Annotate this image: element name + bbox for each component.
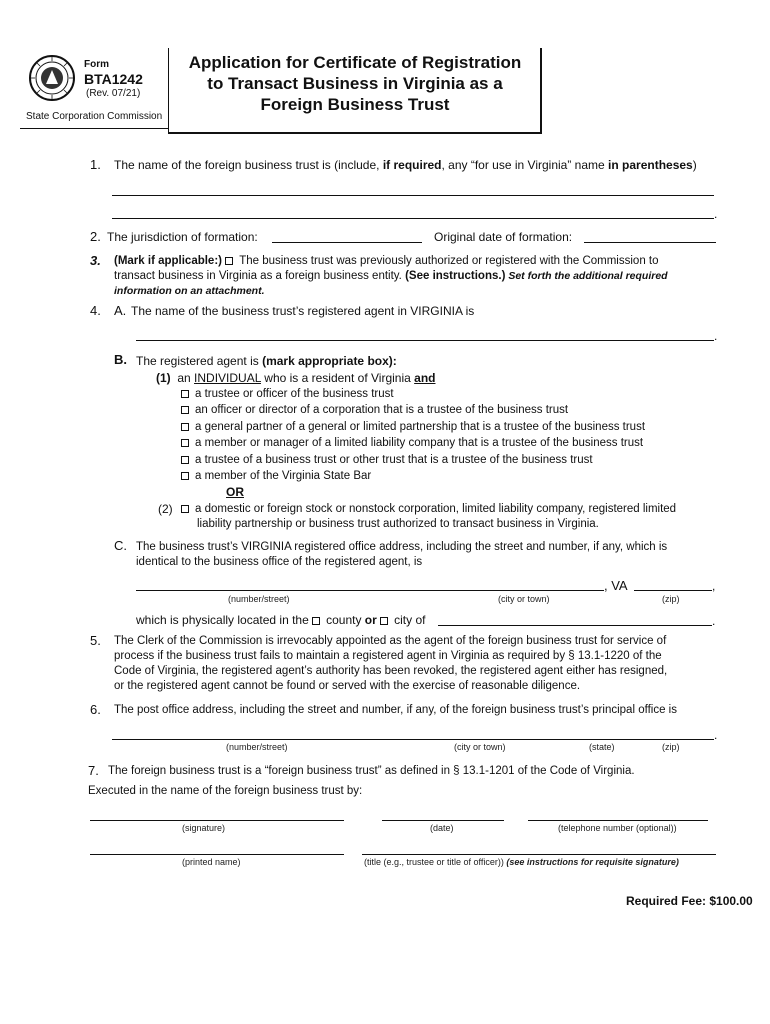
item6-period: . (714, 728, 718, 742)
caption-city: (city or town) (454, 742, 506, 752)
required-fee: Required Fee: $100.00 (626, 894, 753, 908)
agency-name: State Corporation Commission (26, 111, 163, 122)
item4c-label: C. (114, 538, 127, 553)
list-item[interactable]: an officer or director of a corporation that is a trustee of the business trust (181, 403, 645, 419)
header-left-divider (168, 48, 169, 134)
header-bottom-rule (168, 132, 542, 134)
item6-number: 6. (90, 702, 101, 717)
caption-zip: (zip) (662, 742, 680, 752)
list-item[interactable]: a trustee or officer of the business trust (181, 387, 645, 403)
zip-comma: , (712, 579, 716, 593)
item1-text: The name of the foreign business trust is (include, if required, any “for use in Virginia” name in parentheses) (114, 158, 697, 172)
item7-number: 7. (88, 763, 99, 778)
item4b-option2-label: (2) (158, 502, 173, 516)
virginia-seal-icon (28, 54, 76, 102)
jurisdiction-label: The jurisdiction of formation: (107, 230, 258, 244)
registered-office-zip-field[interactable] (634, 590, 712, 591)
trust-name-field-line-2[interactable] (112, 218, 714, 219)
page-title: Application for Certificate of Registration to Transact Business in Virginia as a Foreign Business Trust (188, 53, 522, 114)
item1-period: . (714, 207, 718, 221)
physical-location-text: which is physically located in the county or city of (136, 613, 426, 627)
telephone-field[interactable] (528, 820, 708, 821)
county-city-name-field[interactable] (438, 625, 712, 626)
caption-telephone: (telephone number (optional)) (558, 823, 677, 833)
title-field[interactable] (362, 854, 716, 855)
item5-number: 5. (90, 633, 101, 648)
item4c-text: The business trust’s VIRGINIA registered office address, including the street and number, if any, which is identical to the business office of the registered agent, is (136, 541, 668, 568)
form-revision: (Rev. 07/21) (86, 88, 141, 99)
principal-office-address-field[interactable] (112, 739, 714, 740)
formation-date-label: Original date of formation: (434, 230, 573, 244)
caption-printed-name: (printed name) (182, 857, 241, 867)
item2-number: 2. (90, 229, 101, 244)
checkbox[interactable] (181, 423, 189, 431)
previously-authorized-checkbox[interactable] (225, 257, 233, 265)
item3-number: 3. (90, 253, 101, 268)
checkbox[interactable] (181, 390, 189, 398)
caption-state: (state) (589, 742, 615, 752)
agent-type-checkbox-list (181, 387, 645, 485)
formation-date-field[interactable] (584, 242, 716, 243)
item4b-option1: (1) an INDIVIDUAL who is a resident of Virginia and (156, 371, 436, 385)
caption-street: (number/street) (228, 594, 290, 604)
caption-signature: (signature) (182, 823, 226, 833)
item4a-label: A. (114, 303, 127, 318)
item4b-text: The registered agent is (mark appropriate box): (136, 354, 397, 368)
item4-number: 4. (90, 303, 101, 318)
list-item[interactable]: a trustee of a business trust or other trust that is a trustee of the business trust (181, 453, 645, 469)
header (0, 40, 770, 140)
va-label: , VA (604, 578, 628, 593)
signature-field[interactable] (90, 820, 344, 821)
item6-text: The post office address, including the street and number, if any, of the foreign business trust’s principal office is (114, 704, 677, 716)
checkbox[interactable] (181, 439, 189, 447)
form-number: BTA1242 (84, 71, 143, 87)
city-checkbox[interactable] (380, 617, 388, 625)
located-period: . (712, 614, 716, 628)
registered-office-street-city-field[interactable] (136, 590, 604, 591)
trust-name-field-line-1[interactable] (112, 195, 714, 196)
item5-text: The Clerk of the Commission is irrevocably appointed as the agent of the foreign business trust for service of process if the business trust fails to maintain a registered agent in Virginia as required by § 13.1-1220 of the Code of Virginia, the registered agent’s authority has been revoked, the registered agent either has resigned, or the registered agent cannot be found or served with the exercise of reasonable diligence. (114, 635, 668, 692)
item4b-label: B. (114, 352, 127, 367)
registered-agent-name-field[interactable] (136, 340, 714, 341)
caption-title: (title (e.g., trustee or title of officer)) (see instructions for requisite signature) (364, 857, 679, 867)
date-field[interactable] (382, 820, 504, 821)
checkbox[interactable] (181, 472, 189, 480)
jurisdiction-field[interactable] (272, 242, 422, 243)
list-item[interactable]: a member or manager of a limited liability company that is a trustee of the business trust (181, 436, 645, 452)
item1-number: 1. (90, 157, 101, 172)
caption-date: (date) (430, 823, 454, 833)
item4a-period: . (714, 329, 718, 343)
caption-city: (city or town) (498, 594, 550, 604)
list-item[interactable]: a general partner of a general or limited partnership that is a trustee of the business trust (181, 420, 645, 436)
printed-name-field[interactable] (90, 854, 344, 855)
or-separator: OR (226, 485, 244, 499)
entity-agent-checkbox[interactable] (181, 505, 189, 513)
executed-statement: Executed in the name of the foreign business trust by: (88, 785, 363, 797)
checkbox[interactable] (181, 406, 189, 414)
list-item[interactable]: a member of the Virginia State Bar (181, 469, 645, 485)
item4a-text: The name of the business trust’s registered agent in VIRGINIA is (131, 304, 475, 318)
form-label: Form (84, 59, 109, 70)
caption-zip: (zip) (662, 594, 680, 604)
header-left-underline (20, 128, 168, 129)
caption-street: (number/street) (226, 742, 288, 752)
item3-text: (Mark if applicable:) The business trust was previously authorized or registered with the Commission to transact business in Virginia as a foreign business entity. (See instructions.) Set forth the additional required information on an attachment. (114, 255, 668, 297)
checkbox[interactable] (181, 456, 189, 464)
item7-text: The foreign business trust is a “foreign business trust” as defined in § 13.1-1201 of the Code of Virginia. (108, 765, 635, 777)
header-right-divider (540, 48, 542, 134)
county-checkbox[interactable] (312, 617, 320, 625)
item4b-option2: a domestic or foreign stock or nonstock corporation, limited liability company, registered limited liability partnership or business trust authorized to transact business in Virginia. (181, 502, 676, 532)
